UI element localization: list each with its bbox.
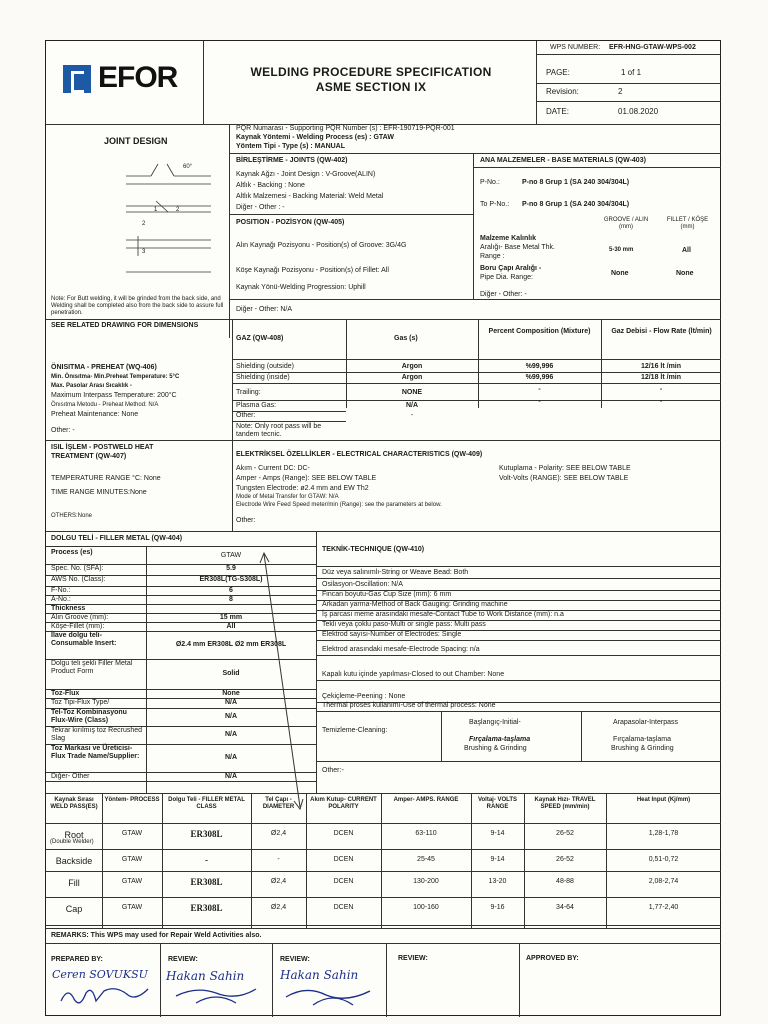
- filler-row-value: GTAW: [220, 551, 242, 559]
- cleaning-interpass-tr: Fırçalama-taşlama: [613, 736, 671, 743]
- welding-progression: Kaynak Yönü-Welding Progression: Uphill: [236, 284, 366, 291]
- gas-row-label: Shielding (inside): [236, 374, 290, 381]
- weld-table-cell: Ø2,4: [270, 904, 287, 911]
- technique-row: İş parcası meme arasındaki mesafe-Contact Tube to Work Distance (mm): n.a: [322, 611, 564, 618]
- joint-backing-material: Altlık Malzemesi - Backing Material: Weld Metal: [236, 193, 384, 200]
- joints-heading: BİRLEŞTİRME - JOINTS (QW-402): [236, 157, 348, 164]
- pno-label: P-No.:: [480, 179, 500, 186]
- weld-table-cell: GTAW: [121, 904, 143, 911]
- preparer-signature: [56, 981, 156, 1011]
- joint-sketch: [116, 156, 226, 286]
- filler-row-value: 6: [229, 587, 233, 594]
- sketch-label-4: 3: [142, 249, 146, 255]
- weld-table-cell: 130-200: [413, 878, 439, 885]
- filler-row-label: Köşe-Fillet (mm):: [51, 623, 105, 630]
- filler-row-value: N/A: [224, 730, 238, 738]
- review-label-1: REVIEW:: [168, 956, 198, 963]
- filler-row-value: 8: [229, 596, 233, 603]
- polarity: Kutuplama - Polarity: SEE BELOW TABLE: [499, 465, 631, 472]
- filler-row-label: Alın Groove (mm):: [51, 614, 109, 621]
- technique-row: Kapalı kutu içinde yapılması-Closed to out Chamber: None: [322, 671, 505, 678]
- wps-number-label: WPS NUMBER:: [550, 44, 601, 51]
- filler-heading: DOLGU TELİ - FILLER METAL (QW-404): [51, 535, 183, 542]
- preheat-heading: ÖNISITMA - PREHEAT (WQ-406): [51, 364, 157, 371]
- pwht-heading-1: ISIL İŞLEM - POSTWELD HEAT: [51, 444, 154, 451]
- filler-row-value: All: [226, 623, 236, 630]
- gas-col-flow: Gaz Debisi - Flow Rate (lt/min): [611, 328, 712, 335]
- weld-table-cell: 13-20: [488, 878, 507, 885]
- position-other: Diğer - Other: N/A: [236, 306, 293, 313]
- filler-row-label: A-No.:: [51, 596, 71, 603]
- gas-row-flow: 12/16 lt /min: [640, 363, 682, 370]
- current-type: Akım - Current DC: DC-: [236, 465, 310, 472]
- review-label-2: REVIEW:: [280, 956, 310, 963]
- weld-table-cell: ER308L: [190, 877, 223, 887]
- weld-table-cell: 9-14: [490, 830, 505, 837]
- to-pno-label: To P-No.:: [480, 201, 510, 208]
- gas-row-comp: %99,996: [525, 363, 554, 370]
- weld-table-cell: 100-160: [413, 904, 439, 911]
- gas-row-flow: -: [659, 386, 663, 393]
- weld-table-cell: GTAW: [121, 878, 143, 885]
- weld-table-cell: 2,08-2,74: [648, 878, 679, 885]
- wps-number: EFR-HNG-GTAW-WPS-002: [609, 44, 696, 51]
- weld-table-cell: 34-64: [556, 904, 574, 911]
- filler-row-label: Spec. No. (SFA):: [51, 565, 104, 572]
- position-heading: POSITION - POZİSYON (QW-405): [236, 219, 345, 226]
- weld-table-cell: GTAW: [121, 830, 143, 837]
- gas-note: Note: Only root pass will be tandem tecnic.: [236, 423, 322, 438]
- date-value: 01.08.2020: [618, 107, 659, 116]
- technique-row: Tekli veya çoklu paso-Multi or single pass: Multi pass: [322, 621, 486, 628]
- filler-row-value: N/A: [224, 753, 238, 761]
- cleaning-initial-en: Brushing & Grinding: [464, 745, 527, 752]
- weld-table-cell: DCEN: [333, 878, 354, 885]
- weld-table-header: Heat Input (Kj/mm): [636, 797, 691, 803]
- gas-row-gas: -: [410, 412, 414, 419]
- filler-row-label: AWS No. (Class):: [51, 576, 106, 583]
- filler-row-value: N/A: [224, 773, 238, 780]
- reviewer-2-name: Hakan Sahin: [280, 968, 359, 982]
- pipe-label-1: Boru Çapı Aralığı -: [480, 265, 542, 272]
- joint-design-heading: JOINT DESIGN: [104, 136, 168, 146]
- gas-row-flow: -: [659, 398, 663, 405]
- weld-table-cell: ER308L: [190, 903, 223, 913]
- weld-table-cell: 9-16: [490, 904, 505, 911]
- weld-table-cell: 9-14: [490, 856, 505, 863]
- weld-table-cell: Ø2,4: [270, 878, 287, 885]
- cleaning-label: Temizleme-Cleaning:: [322, 727, 388, 734]
- weld-table-header: Amper- AMPS. RANGE: [393, 797, 459, 803]
- sketch-label-2: 2: [176, 207, 180, 213]
- weld-table-header: Tel Çapı - DIAMETER: [262, 797, 295, 810]
- weld-table-cell: Root: [64, 830, 84, 840]
- technique-row: Elektrod sayısı-Number of Electrodes: Single: [322, 631, 462, 638]
- cleaning-initial-tr: Fırçalama-taşlama: [469, 736, 531, 743]
- filler-row-value: ER308L(TG-S308L): [199, 576, 263, 583]
- fillet-col-header: FILLET / KÖŞE (mm): [666, 217, 709, 230]
- date-label: DATE:: [546, 107, 569, 116]
- thickness-label-2: Aralığı- Base Metal Thk.: [480, 244, 555, 251]
- weld-table-header: Dolgu Teli - FILLER METAL CLASS: [168, 797, 245, 810]
- filler-row-value: N/A: [224, 699, 238, 706]
- filler-row-label: Tel-Toz Kombinasyonu Flux-Wire (Class): [51, 709, 127, 724]
- position-groove: Alın Kaynağı Pozisyonu - Position(s) of Groove: 3G/4G: [236, 242, 407, 249]
- filler-row-value: Solid: [222, 669, 240, 677]
- metal-transfer: Mode of Metal Transfer for GTAW: N/A: [236, 494, 339, 500]
- gas-col-gas: Gas (s): [394, 335, 418, 342]
- gas-row-flow: 12/18 lt /min: [640, 374, 682, 381]
- prepared-by-label: PREPARED BY:: [51, 956, 103, 963]
- interpass-label-tr: Max. Pasolar Arası Sıcaklık -: [51, 383, 132, 389]
- to-pno-value: P-no 8 Grup 1 (SA 240 304/304L): [522, 201, 630, 208]
- gas-row-gas: Argon: [401, 363, 423, 370]
- weld-table-cell: 48-88: [556, 878, 574, 885]
- technique-other: Other:-: [322, 767, 344, 774]
- pipe-fillet: None: [676, 270, 694, 277]
- joint-backing: Altlık - Backing : None: [236, 182, 305, 189]
- weld-table-cell: Ø2,4: [270, 830, 287, 837]
- efor-logo-icon: [63, 65, 91, 93]
- filler-row-value: 15 mm: [219, 614, 243, 621]
- cleaning-interpass-label: Arapasolar-Interpass: [613, 719, 678, 726]
- weld-table-header: Yöntem- PROCESS: [104, 797, 160, 803]
- filler-row-label: Thickness: [51, 605, 86, 612]
- gas-row-label: Trailing:: [236, 389, 261, 396]
- pwht-others: OTHERS:None: [51, 513, 93, 519]
- page-value: 1 of 1: [621, 68, 642, 77]
- cleaning-interpass-en: Brushing & Grinding: [611, 745, 674, 752]
- weld-table-cell: 26-52: [556, 856, 574, 863]
- pwht-time: TIME RANGE MINUTES:None: [51, 489, 147, 496]
- filler-row-label: Diğer- Other: [51, 773, 90, 780]
- weld-table-cell: 63-110: [415, 830, 437, 837]
- wps-document: [45, 40, 721, 1016]
- weld-table-cell: 25-45: [417, 856, 435, 863]
- technique-row: Osilasyon-Oscillation: N/A: [322, 581, 403, 588]
- preheat-maintenance: Preheat Maintenance: None: [51, 411, 139, 418]
- weld-table-header: Kaynak Sırası WELD PASS(ES): [50, 797, 98, 810]
- filler-row-label: Toz Markası ve Üreticisi- Flux Trade Name/Supplier:: [51, 745, 140, 760]
- weld-table-cell: Cap: [65, 904, 83, 914]
- filler-row-value: N/A: [224, 712, 238, 720]
- gas-row-gas: N/A: [405, 402, 419, 409]
- filler-row-label: Toz Tipi-Flux Type/: [51, 699, 110, 706]
- weld-table-header: Kaynak Hızı- TRAVEL SPEED (mm/min): [534, 797, 596, 810]
- weld-table-cell: -: [205, 855, 208, 865]
- preheat-method: Önısıtma Metodu - Preheat Method: N/A: [51, 402, 159, 408]
- sketch-label-3: 2: [142, 221, 146, 227]
- filler-row-value: Ø2.4 mm ER308L Ø2 mm ER308L: [175, 640, 287, 648]
- thickness-label-3: Range :: [480, 253, 505, 260]
- weld-table-cell: DCEN: [333, 856, 354, 863]
- sketch-label-1: 1: [154, 207, 158, 213]
- gas-col-composition: Percent Composition (Mixture): [488, 328, 591, 335]
- approved-by-label: APPROVED BY:: [526, 955, 579, 962]
- technique-row: Thermal proses kullanımı-Use of thermal process: None: [322, 702, 496, 709]
- document-subtitle: ASME SECTION IX: [315, 80, 427, 94]
- interpass-temp: Maximum Interpass Temperature: 200°C: [51, 392, 177, 399]
- gas-row-label: Other:: [236, 412, 256, 419]
- document-title: WELDING PROCEDURE SPECIFICATION: [250, 65, 492, 79]
- see-drawing-note: SEE RELATED DRAWING FOR DIMENSIONS: [51, 322, 199, 329]
- weld-table-cell: 1,77-2,40: [648, 904, 679, 911]
- weld-table-cell: DCEN: [333, 904, 354, 911]
- technique-row: Arkadan yarma-Method of Back Gauging: Grinding machine: [322, 601, 508, 608]
- gas-row-comp: -: [538, 398, 541, 405]
- filler-row-value: 5.9: [226, 565, 236, 572]
- gas-heading: GAZ (QW-408): [236, 335, 284, 342]
- weld-table-cell: DCEN: [333, 830, 354, 837]
- gas-row-gas: NONE: [401, 389, 423, 396]
- root-pass-note: (Double Welder): [50, 839, 94, 845]
- pipe-label-2: Pipe Dia. Range:: [480, 274, 533, 281]
- tungsten-electrode: Tungsten Electrode: ø2.4 mm and EW Th2: [236, 485, 369, 492]
- groove-col-header: GROOVE / ALIN (mm): [603, 217, 649, 230]
- weld-table-cell: 0,51-0,72: [648, 856, 679, 863]
- remarks: REMARKS: This WPS may used for Repair Weld Activities also.: [51, 932, 262, 939]
- weld-table-header: Akım Kutup- CURRENT POLARITY: [310, 797, 377, 810]
- filler-row-label: İlave dolgu teli- Consumable Insert:: [51, 632, 117, 647]
- weld-table-cell: -: [277, 856, 280, 863]
- technique-row: Çekiçleme-Peening : None: [322, 693, 406, 700]
- filler-row-label: Toz-Flux: [51, 690, 80, 697]
- filler-row-label: F-No.:: [51, 587, 71, 594]
- amps-range: Amper - Amps (Range): SEE BELOW TABLE: [236, 475, 377, 482]
- pno-value: P-no 8 Grup 1 (SA 240 304/304L): [522, 179, 630, 186]
- joint-other: Diğer - Other : -: [236, 204, 285, 211]
- weld-table-cell: Fill: [68, 878, 80, 888]
- technique-row: Düz veya salınımlı-String or Weave Bead: Both: [322, 569, 469, 576]
- review-label-3: REVIEW:: [398, 955, 428, 962]
- thickness-label-1: Malzeme Kalınlık: [480, 235, 537, 242]
- process-type: Yöntem Tipi - Type (s) : MANUAL: [236, 143, 346, 150]
- thickness-groove: 5-30 mm: [609, 247, 634, 253]
- filler-row-label: Dolgu teli şekli Filler Metal Product Form: [51, 660, 133, 675]
- reviewer-1-signature: [166, 981, 266, 1011]
- pwht-temperature: TEMPERATURE RANGE °C: None: [51, 475, 161, 482]
- weld-table-cell: Backside: [55, 856, 93, 866]
- weld-table-cell: GTAW: [121, 856, 143, 863]
- preheat-other: Other: -: [51, 427, 75, 434]
- wire-feed-speed: Electrode Wire Feed Speed meter/min (Range): see the parameters at below.: [236, 502, 442, 508]
- pqr-number: PQR Numarası - Supporting PQR Number (s) : EFR-190719-PQR-001: [236, 125, 455, 132]
- preparer-name: Ceren SOVUKSU: [52, 968, 148, 981]
- gas-row-label: Plasma Gas:: [236, 402, 277, 409]
- filler-row-value: None: [222, 690, 240, 697]
- position-fillet: Köşe Kaynağı Pozisyonu - Position(s) of Fillet: All: [236, 267, 389, 274]
- electrical-heading: ELEKTRİKSEL ÖZELLİKLER - ELECTRICAL CHARACTERISTICS (QW-409): [236, 451, 483, 458]
- filler-row-label: Process (es): [51, 549, 93, 556]
- technique-row: Elektrod arasındaki mesafe-Electrode Spacing: n/a: [322, 646, 480, 653]
- gas-row-gas: Argon: [401, 374, 423, 381]
- filler-row-label: Tekrar kırılmış toz Recrushed Slag: [51, 727, 143, 742]
- gas-row-comp: %99,996: [525, 374, 554, 381]
- weld-table-header: Voltaj- VOLTS RANGE: [477, 797, 518, 810]
- weld-table-cell: 26-52: [556, 830, 574, 837]
- preheat-min-temp: Min. Önısıtma- Min.Preheat Temperature: 5°C: [51, 374, 180, 380]
- volts-range: Volt-Volts (RANGE): SEE BELOW TABLE: [499, 475, 629, 482]
- reviewer-1-name: Hakan Sahin: [166, 969, 245, 983]
- cleaning-initial-label: Başlangıç-Initial-: [469, 719, 521, 726]
- technique-row: Fincan boyutu-Gas Cup Size (mm): 6 mm: [322, 591, 452, 598]
- sketch-angle: 60°: [183, 164, 193, 170]
- joint-note: Note: For Butt welding, it will be grinded from the back side, and Welding shall be completed also from the back side to assure full penetration.: [51, 296, 224, 316]
- electrical-other: Other:: [236, 517, 256, 524]
- company-logo: EFOR: [98, 61, 178, 94]
- base-other: Diğer - Other: -: [480, 291, 527, 298]
- technique-heading: TEKNİK-TECHNIQUE (QW-410): [322, 546, 425, 553]
- joint-groove: Kaynak Ağzı - Joint Design : V-Groove(ALIN): [236, 171, 376, 178]
- revision-value: 2: [618, 87, 623, 96]
- gas-row-label: Shielding (outside): [236, 363, 294, 370]
- weld-table-cell: ER308L: [190, 829, 223, 839]
- weld-table-cell: 1,28-1,78: [648, 830, 679, 837]
- welding-process: Kaynak Yöntemi - Welding Process (es) : GTAW: [236, 134, 394, 141]
- base-materials-heading: ANA MALZEMELER - BASE MATERIALS (QW-403): [480, 157, 646, 164]
- pipe-groove: None: [611, 270, 629, 277]
- reviewer-2-signature: [278, 981, 378, 1011]
- thickness-fillet: All: [682, 247, 691, 254]
- revision-label: Revision:: [546, 87, 579, 96]
- page-label: PAGE:: [546, 68, 570, 77]
- pwht-heading-2: TREATMENT (QW-407): [51, 453, 127, 460]
- gas-row-comp: -: [538, 386, 541, 393]
